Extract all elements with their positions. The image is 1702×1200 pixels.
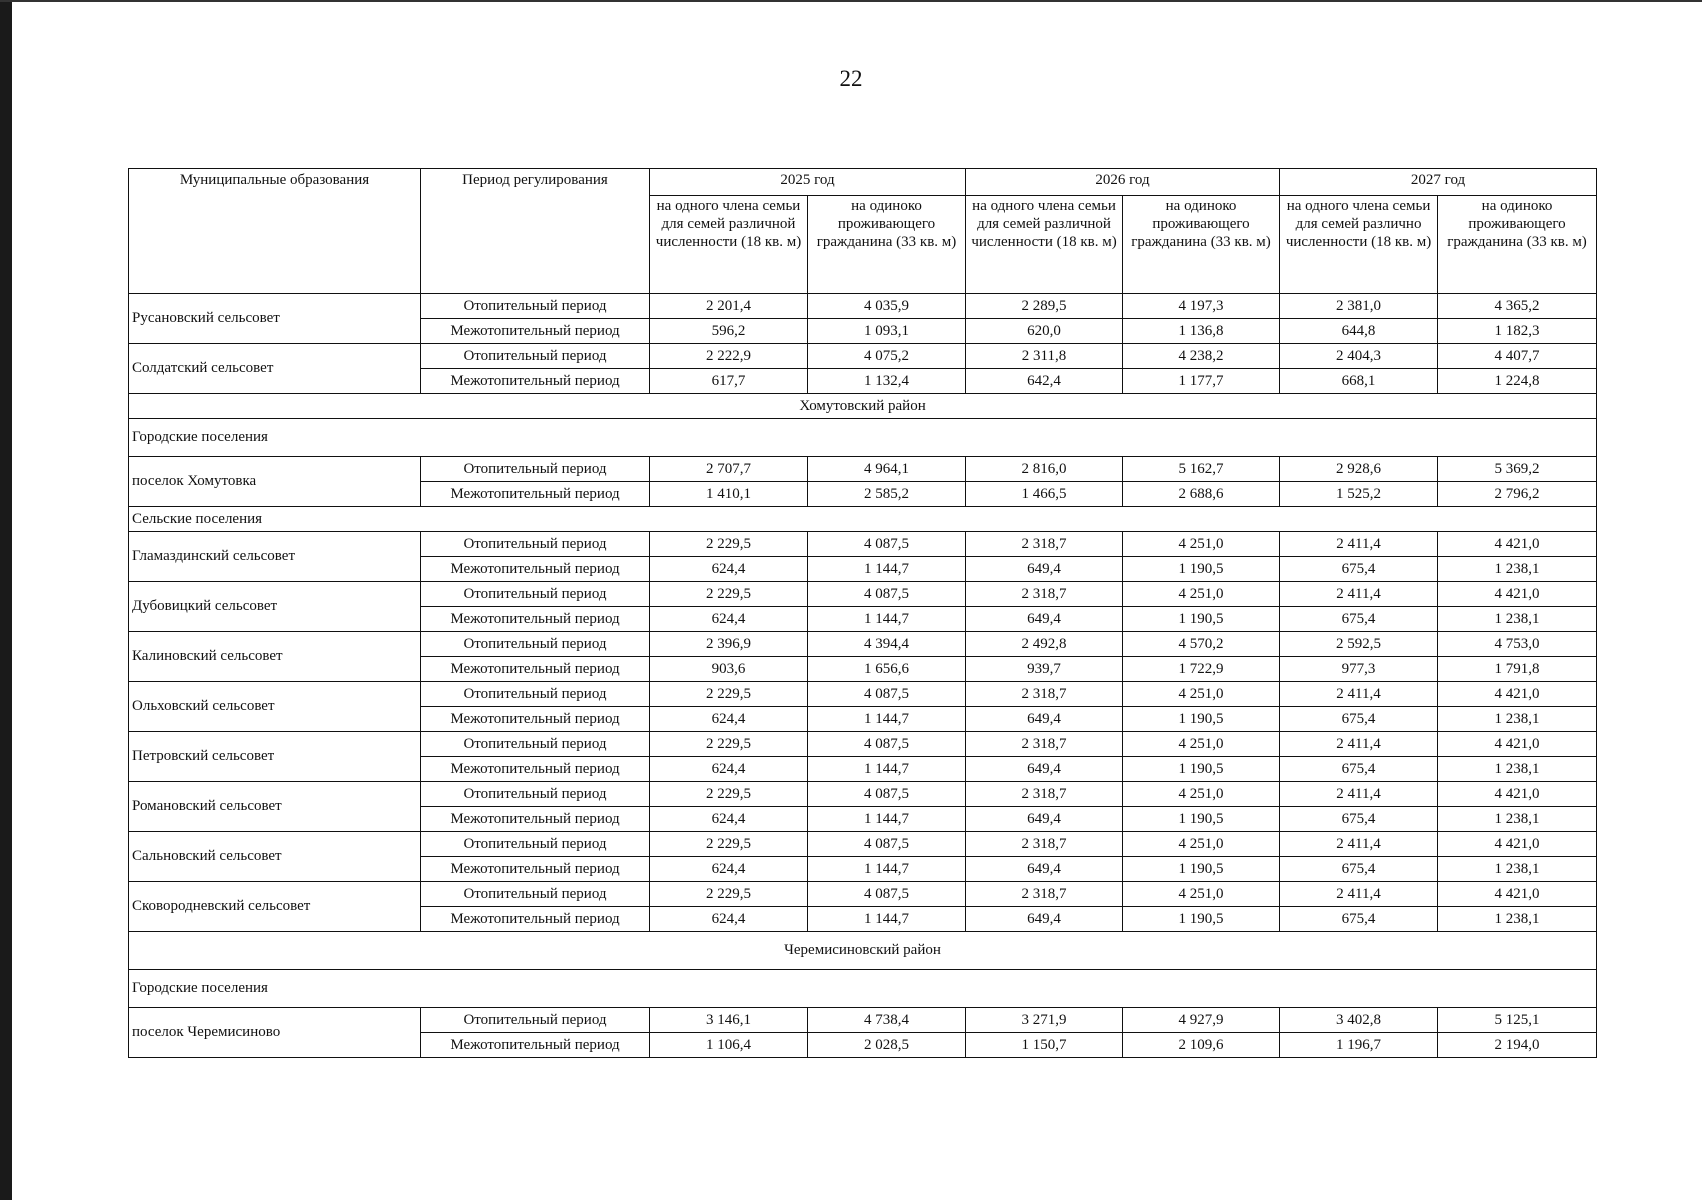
municipality-name: Калиновский сельсовет [129,632,421,682]
value-cell: 1 238,1 [1438,707,1597,732]
value-cell: 2 201,4 [650,294,808,319]
header-sub-family: на одного члена семьи для семей различной численности (18 кв. м) [966,196,1123,294]
value-cell: 2 404,3 [1280,344,1438,369]
value-cell: 2 318,7 [966,882,1123,907]
value-cell: 1 238,1 [1438,607,1597,632]
value-cell: 2 411,4 [1280,732,1438,757]
value-cell: 1 410,1 [650,482,808,507]
table-row [129,632,1597,657]
value-cell: 2 585,2 [808,482,966,507]
period-heating: Отопительный период [421,344,650,369]
value-cell: 939,7 [966,657,1123,682]
value-cell: 1 190,5 [1123,907,1280,932]
value-cell: 2 318,7 [966,732,1123,757]
value-cell: 675,4 [1280,807,1438,832]
value-cell: 2 381,0 [1280,294,1438,319]
value-cell: 4 421,0 [1438,532,1597,557]
municipality-name: Русановский сельсовет [129,294,421,344]
period-heating: Отопительный период [421,1008,650,1033]
value-cell: 4 251,0 [1123,682,1280,707]
table-row [129,882,1597,907]
municipality-name: Романовский сельсовет [129,782,421,832]
value-cell: 4 087,5 [808,532,966,557]
header-year-2027: 2027 год [1280,169,1597,196]
table-body [129,294,1597,1058]
value-cell: 3 402,8 [1280,1008,1438,1033]
value-cell: 2 688,6 [1123,482,1280,507]
value-cell: 4 251,0 [1123,832,1280,857]
value-cell: 1 093,1 [808,319,966,344]
value-cell: 2 109,6 [1123,1033,1280,1058]
value-cell: 675,4 [1280,757,1438,782]
value-cell: 4 927,9 [1123,1008,1280,1033]
value-cell: 1 791,8 [1438,657,1597,682]
value-cell: 1 182,3 [1438,319,1597,344]
value-cell: 4 964,1 [808,457,966,482]
municipality-name: Гламаздинский сельсовет [129,532,421,582]
value-cell: 624,4 [650,607,808,632]
value-cell: 5 369,2 [1438,457,1597,482]
municipality-name: Сальновский сельсовет [129,832,421,882]
value-cell: 2 396,9 [650,632,808,657]
period-heating: Отопительный период [421,782,650,807]
value-cell: 1 150,7 [966,1033,1123,1058]
value-cell: 3 271,9 [966,1008,1123,1033]
value-cell: 2 318,7 [966,532,1123,557]
table-row [129,732,1597,757]
period-non-heating: Межотопительный период [421,807,650,832]
period-heating: Отопительный период [421,632,650,657]
value-cell: 5 162,7 [1123,457,1280,482]
value-cell: 596,2 [650,319,808,344]
value-cell: 620,0 [966,319,1123,344]
value-cell: 2 796,2 [1438,482,1597,507]
value-cell: 2 229,5 [650,532,808,557]
value-cell: 1 238,1 [1438,757,1597,782]
group-label: Сельские поселения [129,507,1597,532]
value-cell: 5 125,1 [1438,1008,1597,1033]
period-non-heating: Межотопительный период [421,557,650,582]
value-cell: 1 144,7 [808,807,966,832]
value-cell: 2 707,7 [650,457,808,482]
value-cell: 1 238,1 [1438,807,1597,832]
value-cell: 4 421,0 [1438,582,1597,607]
header-sub-family: на одного члена семьи для семей различной численности (18 кв. м) [650,196,808,294]
value-cell: 2 411,4 [1280,682,1438,707]
municipality-name: Солдатский сельсовет [129,344,421,394]
value-cell: 675,4 [1280,707,1438,732]
municipality-name: Ольховский сельсовет [129,682,421,732]
table-row [129,832,1597,857]
value-cell: 2 229,5 [650,882,808,907]
value-cell: 642,4 [966,369,1123,394]
value-cell: 2 816,0 [966,457,1123,482]
table-row [129,1008,1597,1033]
value-cell: 2 492,8 [966,632,1123,657]
value-cell: 649,4 [966,757,1123,782]
value-cell: 1 190,5 [1123,707,1280,732]
municipality-name: поселок Черемисиново [129,1008,421,1058]
value-cell: 1 238,1 [1438,907,1597,932]
group-row [129,419,1597,457]
value-cell: 2 194,0 [1438,1033,1597,1058]
table-row [129,294,1597,319]
district-label: Черемисиновский район [129,932,1597,970]
table-row [129,582,1597,607]
header-sub-single: на одиноко проживающего гражданина (33 кв. м) [808,196,966,294]
group-row [129,970,1597,1008]
period-heating: Отопительный период [421,732,650,757]
value-cell: 2 318,7 [966,782,1123,807]
value-cell: 649,4 [966,607,1123,632]
value-cell: 624,4 [650,707,808,732]
value-cell: 2 411,4 [1280,882,1438,907]
period-heating: Отопительный период [421,294,650,319]
value-cell: 2 229,5 [650,582,808,607]
header-year-2025: 2025 год [650,169,966,196]
value-cell: 624,4 [650,807,808,832]
value-cell: 4 087,5 [808,732,966,757]
value-cell: 668,1 [1280,369,1438,394]
value-cell: 2 229,5 [650,682,808,707]
value-cell: 1 132,4 [808,369,966,394]
table-row [129,682,1597,707]
municipality-name: Дубовицкий сельсовет [129,582,421,632]
value-cell: 2 222,9 [650,344,808,369]
value-cell: 675,4 [1280,607,1438,632]
table-row [129,344,1597,369]
value-cell: 2 592,5 [1280,632,1438,657]
value-cell: 2 411,4 [1280,782,1438,807]
value-cell: 2 229,5 [650,832,808,857]
value-cell: 1 722,9 [1123,657,1280,682]
value-cell: 1 224,8 [1438,369,1597,394]
header-sub-family: на одного члена семьи для семей различно численности (18 кв. м) [1280,196,1438,294]
value-cell: 1 144,7 [808,557,966,582]
period-non-heating: Межотопительный период [421,1033,650,1058]
value-cell: 2 229,5 [650,732,808,757]
value-cell: 4 035,9 [808,294,966,319]
value-cell: 1 656,6 [808,657,966,682]
value-cell: 4 087,5 [808,682,966,707]
value-cell: 4 238,2 [1123,344,1280,369]
value-cell: 1 238,1 [1438,557,1597,582]
value-cell: 1 190,5 [1123,607,1280,632]
value-cell: 4 251,0 [1123,532,1280,557]
period-non-heating: Межотопительный период [421,857,650,882]
value-cell: 617,7 [650,369,808,394]
value-cell: 649,4 [966,857,1123,882]
value-cell: 1 144,7 [808,757,966,782]
value-cell: 4 251,0 [1123,782,1280,807]
value-cell: 2 318,7 [966,582,1123,607]
value-cell: 2 311,8 [966,344,1123,369]
value-cell: 4 407,7 [1438,344,1597,369]
value-cell: 4 251,0 [1123,882,1280,907]
period-heating: Отопительный период [421,882,650,907]
value-cell: 4 087,5 [808,882,966,907]
value-cell: 4 365,2 [1438,294,1597,319]
value-cell: 1 525,2 [1280,482,1438,507]
value-cell: 675,4 [1280,907,1438,932]
period-non-heating: Межотопительный период [421,607,650,632]
district-row [129,932,1597,970]
value-cell: 649,4 [966,707,1123,732]
value-cell: 4 251,0 [1123,732,1280,757]
page-number: 22 [839,66,863,91]
value-cell: 4 421,0 [1438,682,1597,707]
value-cell: 1 136,8 [1123,319,1280,344]
district-label: Хомутовский район [129,394,1597,419]
group-row [129,507,1597,532]
table-row [129,532,1597,557]
period-heating: Отопительный период [421,832,650,857]
header-year-2026: 2026 год [966,169,1280,196]
value-cell: 1 144,7 [808,907,966,932]
district-row [129,394,1597,419]
period-non-heating: Межотопительный период [421,757,650,782]
value-cell: 4 075,2 [808,344,966,369]
value-cell: 2 318,7 [966,832,1123,857]
value-cell: 1 106,4 [650,1033,808,1058]
table-row [129,782,1597,807]
period-non-heating: Межотопительный период [421,482,650,507]
header-sub-single: на одиноко проживающего гражданина (33 кв. м) [1123,196,1280,294]
value-cell: 977,3 [1280,657,1438,682]
value-cell: 1 144,7 [808,707,966,732]
value-cell: 649,4 [966,557,1123,582]
value-cell: 4 087,5 [808,832,966,857]
value-cell: 4 251,0 [1123,582,1280,607]
period-heating: Отопительный период [421,532,650,557]
value-cell: 1 190,5 [1123,857,1280,882]
scan-border-top [0,0,1702,2]
value-cell: 675,4 [1280,557,1438,582]
tariff-table [128,168,1597,1058]
value-cell: 624,4 [650,757,808,782]
period-heating: Отопительный период [421,457,650,482]
period-heating: Отопительный период [421,682,650,707]
value-cell: 675,4 [1280,857,1438,882]
value-cell: 2 411,4 [1280,832,1438,857]
value-cell: 2 928,6 [1280,457,1438,482]
value-cell: 624,4 [650,557,808,582]
value-cell: 1 144,7 [808,857,966,882]
value-cell: 4 738,4 [808,1008,966,1033]
municipality-name: поселок Хомутовка [129,457,421,507]
value-cell: 1 144,7 [808,607,966,632]
period-non-heating: Межотопительный период [421,319,650,344]
period-non-heating: Межотопительный период [421,907,650,932]
period-non-heating: Межотопительный период [421,657,650,682]
value-cell: 1 190,5 [1123,807,1280,832]
value-cell: 1 190,5 [1123,557,1280,582]
value-cell: 4 421,0 [1438,732,1597,757]
value-cell: 624,4 [650,857,808,882]
period-non-heating: Межотопительный период [421,707,650,732]
value-cell: 4 421,0 [1438,882,1597,907]
value-cell: 4 087,5 [808,782,966,807]
header-period: Период регулирования [421,169,650,294]
value-cell: 4 394,4 [808,632,966,657]
group-label: Городские поселения [129,419,1597,457]
value-cell: 1 466,5 [966,482,1123,507]
value-cell: 2 318,7 [966,682,1123,707]
value-cell: 2 028,5 [808,1033,966,1058]
value-cell: 649,4 [966,907,1123,932]
value-cell: 2 411,4 [1280,582,1438,607]
value-cell: 1 177,7 [1123,369,1280,394]
value-cell: 1 190,5 [1123,757,1280,782]
value-cell: 4 197,3 [1123,294,1280,319]
header-municipal: Муниципальные образования [129,169,421,294]
value-cell: 4 421,0 [1438,832,1597,857]
municipality-name: Сковородневский сельсовет [129,882,421,932]
period-non-heating: Межотопительный период [421,369,650,394]
value-cell: 3 146,1 [650,1008,808,1033]
value-cell: 2 411,4 [1280,532,1438,557]
value-cell: 4 570,2 [1123,632,1280,657]
value-cell: 624,4 [650,907,808,932]
group-label: Городские поселения [129,970,1597,1008]
value-cell: 1 238,1 [1438,857,1597,882]
period-heating: Отопительный период [421,582,650,607]
value-cell: 644,8 [1280,319,1438,344]
value-cell: 4 421,0 [1438,782,1597,807]
header-sub-single: на одиноко проживающего гражданина (33 кв. м) [1438,196,1597,294]
municipality-name: Петровский сельсовет [129,732,421,782]
value-cell: 649,4 [966,807,1123,832]
table-row [129,457,1597,482]
value-cell: 1 196,7 [1280,1033,1438,1058]
value-cell: 903,6 [650,657,808,682]
value-cell: 2 229,5 [650,782,808,807]
value-cell: 4 087,5 [808,582,966,607]
value-cell: 2 289,5 [966,294,1123,319]
scan-border-left [0,0,12,1200]
value-cell: 4 753,0 [1438,632,1597,657]
